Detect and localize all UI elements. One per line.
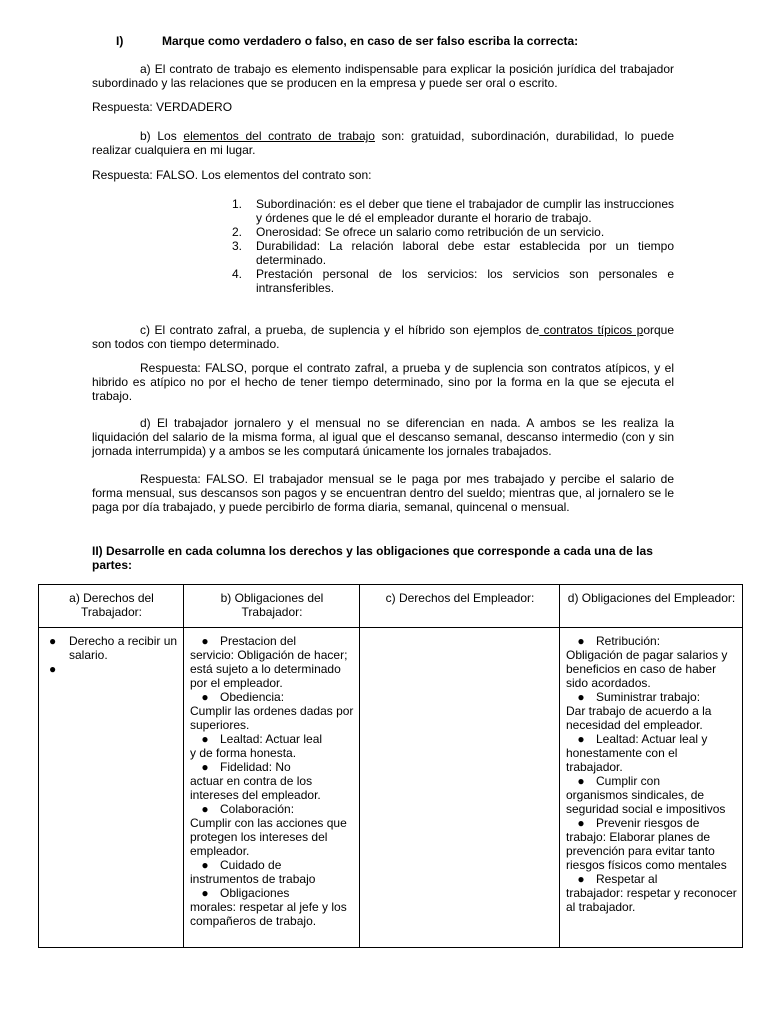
table-row <box>39 628 743 948</box>
bullet-icon: ● <box>49 634 57 648</box>
question-b-post: son: gratuidad, subordinación, durabilidad, lo puede realizar cualquiera en mi lugar. <box>92 129 674 157</box>
employer-rights-cell <box>360 628 560 948</box>
section-1-title: Marque como verdadero o falso, en caso de ser falso escriba la correcta: <box>162 34 579 48</box>
bullet-icon: ● <box>577 872 585 886</box>
contract-elements-list <box>232 197 674 295</box>
question-b <box>92 129 674 157</box>
question-c-pre: c) El contrato zafral, a prueba, de suplencia y el híbrido son ejemplos de <box>140 323 540 337</box>
list-item: ● Obediencia: Cumplir las ordenes dadas por superiores. <box>190 690 354 732</box>
bullet-icon: ● <box>577 774 585 788</box>
list-item: ● Respetar al trabajador: respetar y reconocer al trabajador. <box>566 872 737 914</box>
section-1-heading <box>116 34 578 48</box>
bullet-icon: ● <box>201 634 209 648</box>
bullet-icon: ● <box>201 858 209 872</box>
bullet-icon: ● <box>577 732 585 746</box>
list-item <box>45 662 178 676</box>
worker-obligations-cell <box>184 628 360 948</box>
list-item: ● Retribución: Obligación de pagar salarios y beneficios en caso de haber sido acordados. <box>566 634 728 690</box>
header-employer-obligations: d) Obligaciones del Empleador: <box>560 585 743 628</box>
list-item: ● Obligaciones morales: respetar al jefe y los compañeros de trabajo. <box>190 886 347 928</box>
header-worker-obligations: b) Obligaciones del Trabajador: <box>184 585 360 628</box>
list-item: ● Lealtad: Actuar leal y de forma honesta. <box>190 732 323 760</box>
question-c <box>92 323 674 351</box>
list-item: ● Colaboración: Cumplir con las acciones que protegen los intereses del empleador. <box>190 802 347 858</box>
list-item: 4. Prestación personal de los servicios: los servicios son personales e intransferibles. <box>232 267 674 295</box>
bullet-icon: ● <box>201 802 209 816</box>
section-1-number: I) <box>116 34 124 48</box>
question-b-pre: b) Los <box>140 129 184 143</box>
question-d: d) El trabajador jornalero y el mensual no se diferencian en nada. A ambos se les realiza la liquidación del salario de la misma forma, al igual que el descanso semanal, descanso intermedio (con y sin jornada interrumpida) y a ambos se les computará únicamente los jornales trabajados. <box>92 416 674 458</box>
list-item: 3. Durabilidad: La relación laboral debe estar establecida por un tiempo determinado. <box>232 239 674 267</box>
bullet-icon: ● <box>577 634 585 648</box>
list-item: ● Prestacion del servicio: Obligación de hacer; está sujeto a lo determinado por el empleador. <box>190 634 348 690</box>
question-c-post: orque son todos con tiempo determinado. <box>92 323 675 351</box>
bullet-icon: ● <box>201 690 209 704</box>
header-employer-rights: c) Derechos del Empleador: <box>360 585 560 628</box>
answer-c: Respuesta: FALSO, porque el contrato zafral, a prueba y de suplencia son contratos atípicos, y el hibrido es atípico no por el hecho de tener tiempo determinado, sino por la forma en la que se ejecuta el trabajo. <box>92 361 674 403</box>
list-item: ● Suministrar trabajo: Dar trabajo de acuerdo a la necesidad del empleador. <box>566 690 712 732</box>
question-a: a) El contrato de trabajo es elemento indispensable para explicar la posición jurídica del trabajador subordinado y las relaciones que se producen en la empresa y puede ser oral o escrito. <box>92 62 674 90</box>
list-item: 2. Onerosidad: Se ofrece un salario como retribución de un servicio. <box>232 225 605 239</box>
header-worker-rights: a) Derechos del Trabajador: <box>39 585 184 628</box>
bullet-icon: ● <box>201 732 209 746</box>
answer-d: Respuesta: FALSO. El trabajador mensual se le paga por mes trabajado y percibe el salario de forma mensual, sus descansos son pagos y se encuentran dentro del sueldo; mientras que, al jornalero se le paga por día trabajado, y puede percibirlo de forma diaria, semanal, quincenal o mensual. <box>92 472 674 514</box>
bullet-icon: ● <box>577 816 585 830</box>
bullet-icon: ● <box>201 760 209 774</box>
question-b-underlined: elementos del contrato de trabajo <box>183 129 375 143</box>
employer-obligations-cell <box>560 628 743 948</box>
list-item: ● Lealtad: Actuar leal y honestamente con el trabajador. <box>566 732 708 774</box>
list-item: ● Cuidado de instrumentos de trabajo <box>190 858 316 886</box>
list-item: 1. Subordinación: es el deber que tiene el trabajador de cumplir las instrucciones y órdenes que le dé el empleador durante el horario de trabajo. <box>232 197 674 225</box>
section-2-title: II) Desarrolle en cada columna los derechos y las obligaciones que corresponde a cada una de las partes: <box>92 544 653 572</box>
bullet-icon: ● <box>49 662 57 676</box>
list-item: ● Fidelidad: No actuar en contra de los intereses del empleador. <box>190 760 321 802</box>
answer-b: Respuesta: FALSO. Los elementos del contrato son: <box>92 168 372 182</box>
list-item: ● Cumplir con organismos sindicales, de seguridad social e impositivos <box>566 774 726 816</box>
question-c-underlined: contratos típicos p <box>539 323 644 337</box>
table-header-row <box>39 585 743 628</box>
worker-rights-cell <box>39 628 184 948</box>
bullet-icon: ● <box>577 690 585 704</box>
list-item: ● Prevenir riesgos de trabajo: Elaborar planes de prevención para evitar tanto riesgos físicos como mentales <box>566 816 727 872</box>
bullet-icon: ● <box>201 886 209 900</box>
answer-a: Respuesta: VERDADERO <box>92 100 233 114</box>
list-item: ● Derecho a recibir un salario. <box>49 634 178 662</box>
rights-obligations-table <box>38 584 743 948</box>
